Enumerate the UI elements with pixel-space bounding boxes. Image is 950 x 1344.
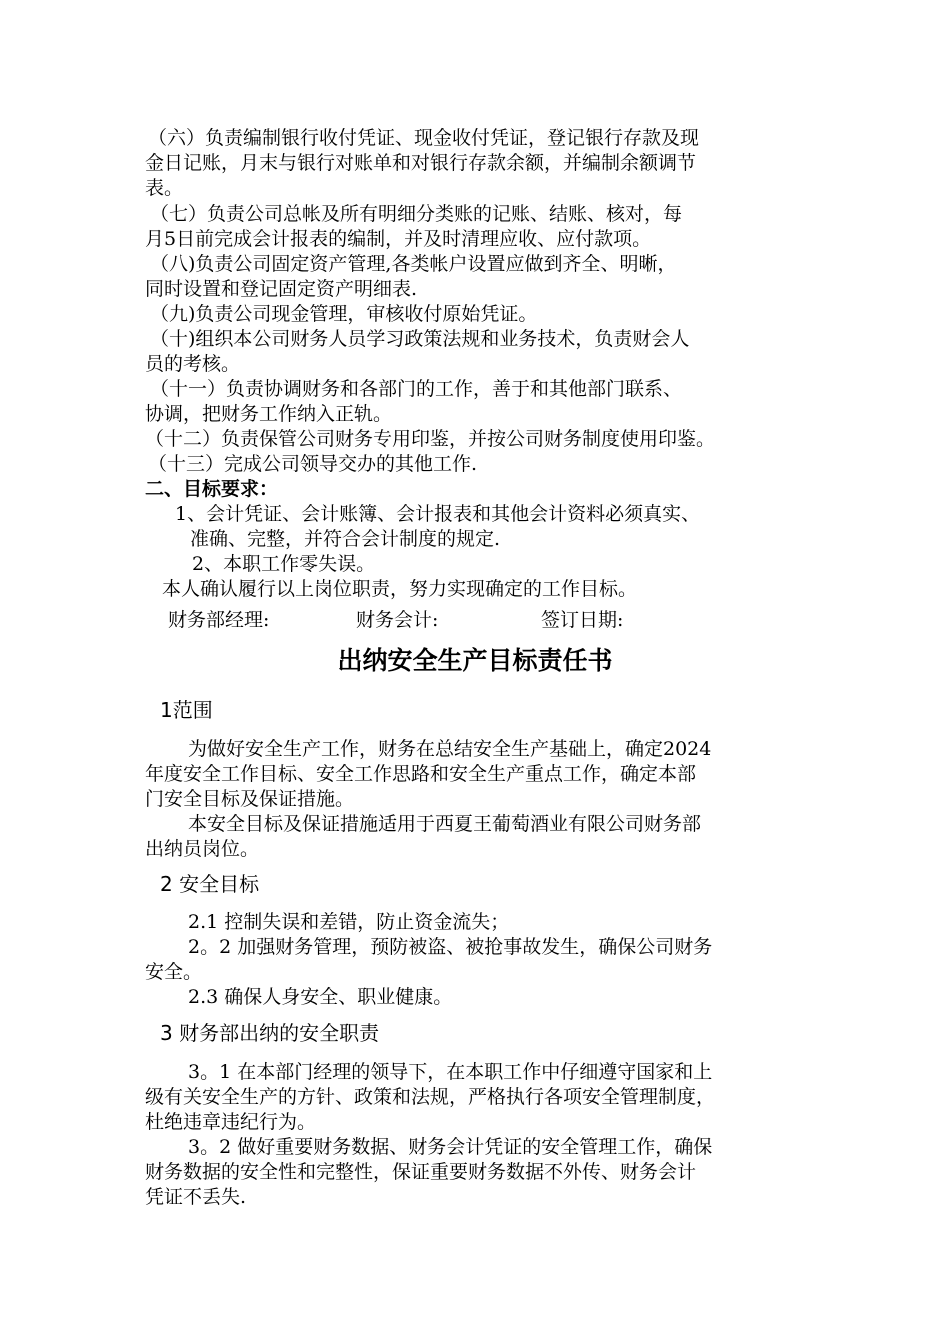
duty-10-line-1: （十)组织本公司财务人员学习政策法规和业务技术，负责财会人 bbox=[150, 328, 690, 350]
section-3-item-2-line-3: 凭证不丢失. bbox=[145, 1186, 247, 1208]
duty-11-line-2: 协调，把财务工作纳入正轨。 bbox=[145, 403, 393, 425]
duty-6-line-3: 表。 bbox=[145, 177, 184, 199]
section-3-item-2-line-1: 3。2 做好重要财务数据、财务会计凭证的安全管理工作，确保 bbox=[188, 1136, 713, 1158]
section-2-item-1: 2.1 控制失误和差错，防止资金流失； bbox=[188, 911, 510, 933]
section-1-p1-line-2: 年度安全工作目标、安全工作思路和安全生产重点工作，确定本部 bbox=[145, 763, 697, 785]
duty-6-line-1: （六）负责编制银行收付凭证、现金收付凭证，登记银行存款及现 bbox=[148, 127, 700, 149]
goals-heading: 二、目标要求： bbox=[145, 478, 279, 500]
duty-6-line-2: 金日记账，月末与银行对账单和对银行存款余额，并编制余额调节 bbox=[145, 152, 697, 174]
goal-1-line-2: 准确、完整，并符合会计制度的规定. bbox=[190, 528, 501, 550]
duty-12: （十二）负责保管公司财务专用印鉴，并按公司财务制度使用印鉴。 bbox=[145, 428, 716, 450]
duty-10-line-2: 员的考核。 bbox=[145, 353, 241, 375]
goal-2: 2、本职工作零失误。 bbox=[192, 553, 376, 575]
section-3-item-1-line-2: 级有关安全生产的方针、政策和法规，严格执行各项安全管理制度， bbox=[145, 1086, 716, 1108]
goal-1-line-1: 1、会计凭证、会计账簿、会计报表和其他会计资料必须真实、 bbox=[175, 503, 701, 525]
document-title: 出纳安全生产目标责任书 bbox=[337, 646, 613, 675]
section-1-p2-line-1: 本安全目标及保证措施适用于西夏王葡萄酒业有限公司财务部 bbox=[188, 813, 702, 835]
signature-date-label: 签订日期: bbox=[541, 609, 624, 631]
section-1-p2-line-2: 出纳员岗位。 bbox=[145, 838, 260, 860]
section-1-p1-line-1: 为做好安全生产工作，财务在总结安全生产基础上，确定2024 bbox=[188, 738, 712, 760]
confirmation-text: 本人确认履行以上岗位职责，努力实现确定的工作目标。 bbox=[162, 578, 638, 600]
duty-9: （九)负责公司现金管理，审核收付原始凭证。 bbox=[150, 303, 538, 325]
section-1-p1-line-3: 门安全目标及保证措施。 bbox=[145, 788, 355, 810]
section-3-item-2-line-2: 财务数据的安全性和完整性，保证重要财务数据不外传、财务会计 bbox=[145, 1161, 697, 1183]
duty-11-line-1: （十一）负责协调财务和各部门的工作，善于和其他部门联系、 bbox=[150, 378, 683, 400]
section-1-heading: 1范围 bbox=[160, 698, 213, 722]
section-2-item-2-line-2: 安全。 bbox=[145, 961, 203, 983]
section-2-item-2-line-1: 2。2 加强财务管理，预防被盗、被抢事故发生，确保公司财务 bbox=[188, 936, 713, 958]
signature-manager-label: 财务部经理: bbox=[168, 609, 270, 631]
duty-7-line-2: 月5日前完成会计报表的编制，并及时清理应收、应付款项。 bbox=[145, 228, 652, 250]
duty-13: （十三）完成公司领导交办的其他工作. bbox=[148, 453, 478, 475]
section-3-heading: 3 财务部出纳的安全职责 bbox=[160, 1021, 380, 1045]
section-3-item-1-line-1: 3。1 在本部门经理的领导下，在本职工作中仔细遵守国家和上 bbox=[188, 1061, 713, 1083]
duty-8-line-2: 同时设置和登记固定资产明细表. bbox=[145, 278, 418, 300]
duty-8-line-1: （八)负责公司固定资产管理,各类帐户设置应做到齐全、明晰， bbox=[150, 253, 677, 275]
section-3-item-1-line-3: 杜绝违章违纪行为。 bbox=[145, 1111, 317, 1133]
section-2-heading: 2 安全目标 bbox=[160, 872, 260, 896]
duty-7-line-1: （七）负责公司总帐及所有明细分类账的记账、结账、核对，每 bbox=[150, 203, 683, 225]
section-2-item-3: 2.3 确保人身安全、职业健康。 bbox=[188, 986, 453, 1008]
signature-accountant-label: 财务会计: bbox=[356, 609, 439, 631]
